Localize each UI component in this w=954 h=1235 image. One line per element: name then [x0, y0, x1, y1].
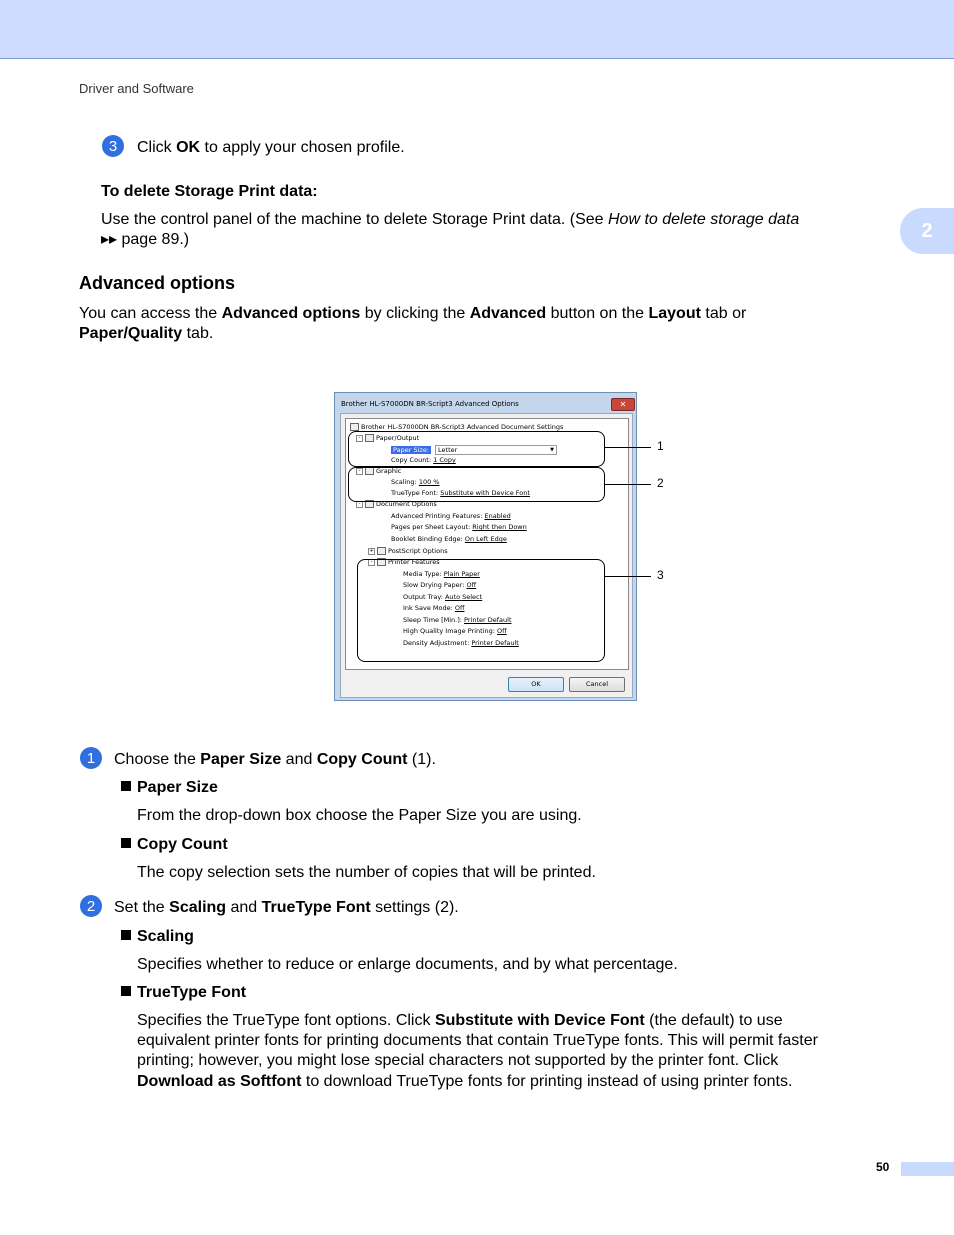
page-number: 50	[876, 1160, 890, 1174]
tree-paper-output[interactable]: - Paper/Output	[356, 434, 419, 442]
truetype-line3: printing; however, you might lose special characters not supported by the printer font. Click	[137, 1052, 779, 1069]
tree-graphic[interactable]: - Graphic	[356, 467, 401, 475]
paper-size-heading: Paper Size	[121, 778, 218, 798]
callout-line-3	[605, 576, 651, 577]
callout-label-1: 1	[657, 439, 664, 453]
advanced-line1: You can access the Advanced options by clicking the Advanced button on the Layout tab or	[79, 305, 747, 322]
cancel-button[interactable]: Cancel	[569, 677, 625, 692]
tree-high-quality[interactable]: High Quality Image Printing: Off	[403, 627, 507, 635]
tree-scaling[interactable]: Scaling: 100 %	[391, 478, 440, 486]
running-title: Driver and Software	[79, 81, 194, 96]
delete-line1: Use the control panel of the machine to delete Storage Print data. (See How to delete storage data	[101, 211, 800, 228]
collapse-icon[interactable]: -	[356, 435, 363, 442]
tree-copy-count[interactable]: Copy Count: 1 Copy	[391, 456, 456, 464]
truetype-line1: Specifies the TrueType font options. Click Substitute with Device Font (the default) to use	[137, 1012, 783, 1029]
postscript-icon	[377, 547, 386, 555]
callout-label-3: 3	[657, 568, 664, 582]
step-number-2: 2	[80, 895, 102, 917]
tree-booklet-binding[interactable]: Booklet Binding Edge: On Left Edge	[391, 535, 507, 543]
tree-root[interactable]: Brother HL-S7000DN BR-Script3 Advanced Document Settings	[350, 423, 563, 431]
copy-count-heading: Copy Count	[121, 835, 228, 855]
callout-label-2: 2	[657, 476, 664, 490]
expand-icon[interactable]: +	[369, 547, 374, 554]
ok-button[interactable]: OK	[508, 677, 564, 692]
tree-paper-size[interactable]: Paper Size: Letter ▼	[391, 445, 557, 455]
step3-text: Click OK to apply your chosen profile.	[137, 139, 405, 156]
callout-box-2	[348, 467, 605, 502]
tree-slow-drying[interactable]: Slow Drying Paper: Off	[403, 581, 477, 589]
step-number-3: 3	[102, 135, 124, 157]
step1-text: Choose the Paper Size and Copy Count (1).	[114, 751, 436, 768]
advanced-line2: Paper/Quality tab.	[79, 325, 214, 342]
tree-media-type[interactable]: Media Type: Plain Paper	[403, 570, 480, 578]
paper-size-body: From the drop-down box choose the Paper Size you are using.	[137, 807, 582, 824]
printer-icon	[350, 423, 359, 431]
delete-heading: To delete Storage Print data:	[101, 183, 318, 200]
bullet-square-icon	[121, 781, 131, 791]
scaling-heading: Scaling	[121, 927, 194, 947]
tree-printer-features[interactable]: - Printer Features	[368, 558, 440, 566]
section-heading: Advanced options	[79, 273, 236, 293]
delete-line2: ▸▸ page 89.)	[101, 231, 190, 248]
truetype-line2: equivalent printer fonts for printing documents that contain TrueType fonts. This will permit faster	[137, 1032, 818, 1049]
step2-text: Set the Scaling and TrueType Font settings (2).	[114, 899, 459, 916]
tree-truetype[interactable]: TrueType Font: Substitute with Device Font	[391, 489, 530, 497]
copy-count-body: The copy selection sets the number of copies that will be printed.	[137, 864, 596, 881]
callout-line-2	[605, 484, 651, 485]
scaling-body: Specifies whether to reduce or enlarge documents, and by what percentage.	[137, 956, 678, 973]
truetype-heading: TrueType Font	[121, 983, 246, 1003]
paper-size-select[interactable]: Letter ▼	[435, 445, 557, 455]
footer-bar	[901, 1162, 954, 1176]
tree-advanced-printing[interactable]: Advanced Printing Features: Enabled	[391, 512, 511, 520]
bullet-square-icon	[121, 930, 131, 940]
tree-sleep-time[interactable]: Sleep Time [Min.]: Printer Default	[403, 616, 512, 624]
close-icon[interactable]: ✕	[611, 398, 635, 411]
collapse-icon[interactable]: -	[368, 559, 375, 566]
tree-ink-save[interactable]: Ink Save Mode: Off	[403, 604, 465, 612]
tree-postscript[interactable]: + PostScript Options	[369, 547, 448, 555]
bullet-square-icon	[121, 838, 131, 848]
chapter-tab: 2	[900, 208, 954, 254]
step-number-1: 1	[80, 747, 102, 769]
chevron-down-icon: ▼	[550, 447, 555, 453]
callout-line-1	[605, 447, 651, 448]
header-band	[0, 0, 954, 59]
tree-document-options[interactable]: - Document Options	[356, 500, 437, 508]
collapse-icon[interactable]: -	[356, 468, 363, 475]
tree-output-tray[interactable]: Output Tray: Auto Select	[403, 593, 483, 601]
truetype-line4: Download as Softfont to download TrueType fonts for printing instead of using printer fonts.	[137, 1073, 793, 1090]
tree-density[interactable]: Density Adjustment: Printer Default	[403, 639, 519, 647]
callout-box-1	[348, 431, 605, 467]
bullet-square-icon	[121, 986, 131, 996]
callout-box-3	[357, 559, 605, 662]
dialog-title: Brother HL-S7000DN BR-Script3 Advanced Options	[341, 400, 519, 408]
collapse-icon[interactable]: -	[356, 501, 363, 508]
tree-pages-per-sheet[interactable]: Pages per Sheet Layout: Right then Down	[391, 523, 527, 531]
